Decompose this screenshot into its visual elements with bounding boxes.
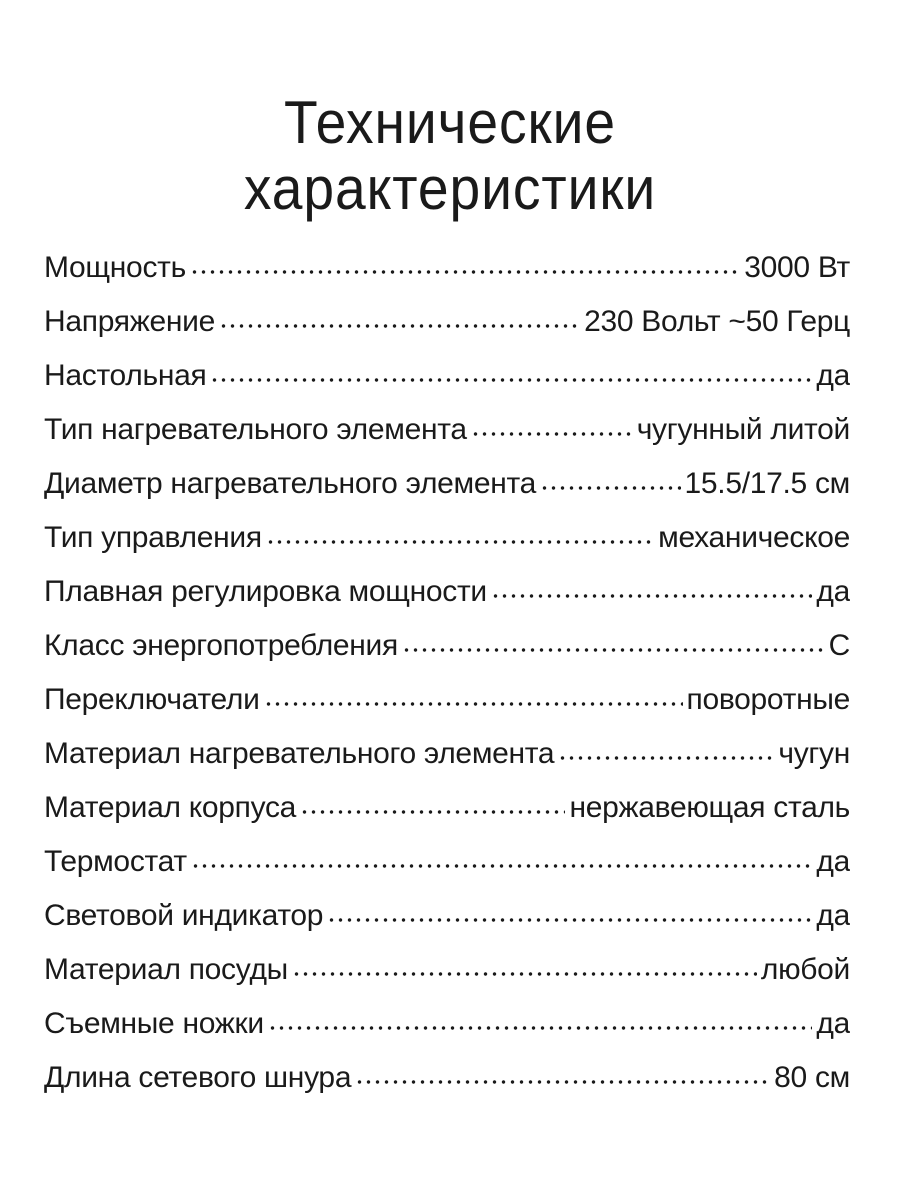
spec-value: чугун [778, 737, 850, 770]
spec-label: Мощность [44, 251, 186, 284]
spec-value: 15.5/17.5 см [684, 467, 850, 500]
spec-label: Длина сетевого шнура [44, 1061, 352, 1094]
spec-value: поворотные [686, 683, 850, 716]
dot-leader [471, 430, 633, 438]
dot-leader [558, 754, 774, 762]
spec-label: Настольная [44, 359, 207, 392]
spec-label: Класс энергопотребления [44, 629, 398, 662]
dot-leader [292, 970, 757, 978]
spec-value: С [828, 629, 850, 662]
spec-value: любой [760, 953, 850, 986]
spec-row [44, 295, 850, 349]
dot-leader [264, 700, 683, 708]
spec-label: Тип управления [44, 521, 262, 554]
spec-value: да [816, 575, 850, 608]
title-line-1: Технические [284, 89, 616, 157]
dot-leader [355, 1078, 770, 1086]
spec-label: Материал посуды [44, 953, 288, 986]
spec-value: механическое [658, 521, 850, 554]
spec-value: нержавеющая сталь [569, 791, 850, 824]
spec-row [44, 457, 850, 511]
title-line-2: характеристики [243, 155, 657, 223]
spec-label: Съемные ножки [44, 1007, 264, 1040]
dot-leader [300, 808, 565, 816]
spec-row [44, 619, 850, 673]
dot-leader [540, 484, 681, 492]
spec-row [44, 835, 850, 889]
spec-label: Плавная регулировка мощности [44, 575, 487, 608]
dot-leader [210, 376, 812, 384]
spec-label: Тип нагревательного элемента [44, 413, 467, 446]
spec-row [44, 1051, 850, 1105]
spec-row [44, 889, 850, 943]
spec-label: Материал корпуса [44, 791, 297, 824]
dot-leader [190, 268, 740, 276]
spec-value: да [816, 845, 850, 878]
spec-row [44, 943, 850, 997]
spec-value: 230 Вольт ~50 Герц [584, 305, 850, 338]
spec-value: чугунный литой [636, 413, 850, 446]
spec-label: Термостат [44, 845, 187, 878]
spec-row [44, 241, 850, 295]
spec-row [44, 997, 850, 1051]
spec-row [44, 349, 850, 403]
page-title [36, 90, 864, 222]
spec-list [44, 241, 850, 1105]
dot-leader [268, 1024, 813, 1032]
spec-row [44, 403, 850, 457]
dot-leader [266, 538, 654, 546]
spec-label: Переключатели [44, 683, 260, 716]
spec-value: да [816, 899, 850, 932]
spec-row [44, 565, 850, 619]
dot-leader [219, 322, 580, 330]
spec-row [44, 781, 850, 835]
dot-leader [327, 916, 812, 924]
spec-label: Материал нагревательного элемента [44, 737, 555, 770]
spec-value: да [816, 1007, 850, 1040]
dot-leader [402, 646, 825, 654]
spec-row [44, 511, 850, 565]
spec-value: 80 см [774, 1061, 850, 1094]
dot-leader [491, 592, 813, 600]
spec-value: да [816, 359, 850, 392]
spec-label: Диаметр нагревательного элемента [44, 467, 537, 500]
spec-row [44, 727, 850, 781]
spec-value: 3000 Вт [744, 251, 850, 284]
dot-leader [191, 862, 813, 870]
spec-row [44, 673, 850, 727]
spec-label: Световой индикатор [44, 899, 324, 932]
spec-label: Напряжение [44, 305, 215, 338]
